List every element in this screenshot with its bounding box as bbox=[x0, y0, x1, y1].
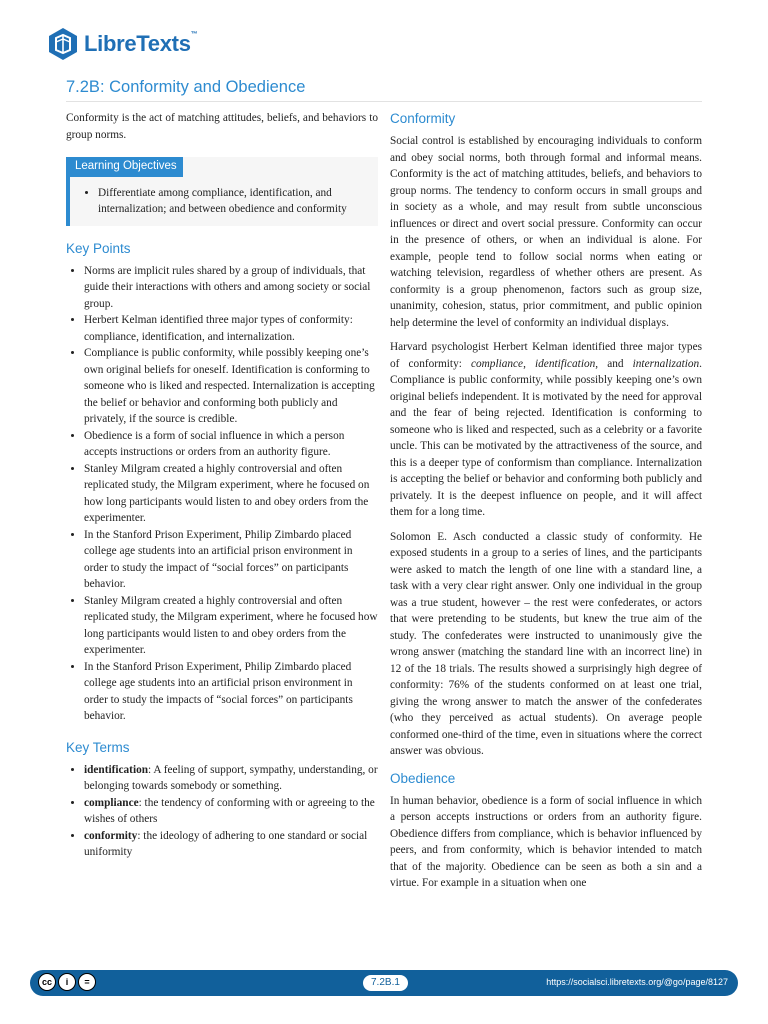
key-terms-heading: Key Terms bbox=[66, 739, 130, 755]
term: conformity bbox=[84, 829, 138, 842]
term: identification bbox=[84, 763, 149, 776]
brand-name: LibreTexts™ bbox=[84, 31, 198, 56]
list-item: • In the Stanford Prison Experiment, Philip Zimbardo placed college age students into an artificial prison environment in order to study the impact of “social forces” on participants behavior. bbox=[84, 527, 378, 593]
paragraph: Harvard psychologist Herbert Kelman identified three major types of conformity: compliance, identification, and internalization. Compliance is public conformity, while possibly keeping one’s own original beliefs independent. It is motivated by the need for approval and the fear of being rejected. Identification is conforming to someone who is liked and respected, such as a celebrity or a favorite uncle. This can be motivated by the attractiveness of the source, and this is a deeper type of conformism than compliance. Internalization is accepting the belief or behavior and conforming both publicly and privately. It is the deepest influence on people, and it will affect them for a long time. bbox=[390, 341, 702, 518]
page-url-link[interactable]: https://socialsci.libretexts.org/@go/page/8127 bbox=[546, 977, 728, 987]
list-item bbox=[84, 795, 378, 828]
list-item: • Stanley Milgram created a highly controversial and often replicated study, the Milgram experiment, where he focused on how long participants would listen to and obey orders from the experimenter. bbox=[84, 461, 378, 527]
learning-objectives-box bbox=[66, 157, 378, 226]
list-item bbox=[84, 828, 378, 861]
key-points-section bbox=[66, 240, 378, 725]
term: compliance bbox=[84, 796, 139, 809]
key-terms-section bbox=[66, 739, 378, 861]
attribution-icon: i bbox=[58, 973, 76, 991]
page-footer bbox=[30, 970, 738, 996]
list-item: • Compliance is public conformity, while possibly keeping one’s own original beliefs for oneself. Identification is conforming to someone who is liked and respected. Internalization is accepting the belief or behavior and conforming both publicly and privately, if the source is credible. bbox=[84, 345, 378, 428]
conformity-heading: Conformity bbox=[390, 111, 456, 126]
list-item: • Norms are implicit rules shared by a group of individuals, that guide their interactions with others and among society or social group. bbox=[84, 263, 378, 313]
right-column bbox=[390, 110, 702, 900]
title-divider bbox=[66, 101, 702, 102]
key-points-list bbox=[66, 263, 378, 725]
learning-objectives-label: Learning Objectives bbox=[70, 157, 183, 177]
cc-license-badge[interactable] bbox=[38, 973, 98, 993]
objectives-list bbox=[70, 185, 368, 218]
libretexts-logo-icon bbox=[46, 27, 80, 61]
list-item: • Obedience is a form of social influence in which a person accepts instructions or orders from an authority figure. bbox=[84, 428, 378, 461]
no-derivatives-icon: = bbox=[78, 973, 96, 991]
paragraph: Solomon E. Asch conducted a classic study of conformity. He exposed students in a group to a series of lines, and the participants were asked to match the length of one line with a standard line, a task with a very clear right answer. Only one individual in the group was a true student, however – the rest were confederates, or actors that were pretending to be students, but knew the true aim of the study. The confederates were instructed to unanimously give the wrong answer (matching the standard line with an incorrect line) in 12 of the 18 trials. The results showed a surprisingly high degree of conformity: 76% of the students conformed on at least one trial, giving the wrong answer to match the answer of the confederates (who they perceived as actual students). On average people conformed one-third of the time, even in situations where the correct answer was obvious. bbox=[390, 530, 702, 757]
term-definition: : the ideology of adhering to one standard or social uniformity bbox=[84, 829, 368, 858]
page-number: 7.2B.1 bbox=[363, 975, 408, 991]
paragraph: Social control is established by encouraging individuals to conform and obey social norms, both through formal and informal means. Conformity is the act of matching attitudes, beliefs, and behaviors to group norms. The tendency to conform occurs in small groups and in society as a whole, and may result from subtle unconscious influences or direct and overt social pressure. Conformity can occur in the presence of others, or when an individual is alone. For example, people tend to follow social norms when eating or watching television, regardless of whether others are present. As conformity is a group phenomenon, factors such as group size, unanimity, cohesion, status, prior commitment, and public opinion help determine the level of conformity an individual displays. bbox=[390, 135, 702, 329]
list-item: • Differentiate among compliance, identification, and internalization; and between obedience and conformity bbox=[98, 185, 368, 218]
creative-commons-icon: cc bbox=[38, 973, 56, 991]
left-column bbox=[66, 110, 378, 861]
key-points-heading: Key Points bbox=[66, 240, 131, 256]
key-terms-list bbox=[66, 762, 378, 861]
list-item: • In the Stanford Prison Experiment, Philip Zimbardo placed college age students into an artificial prison environment in order to study the impacts of “social forces” on participants behavior. bbox=[84, 659, 378, 725]
paragraph: In human behavior, obedience is a form of social influence in which a person accepts instructions or orders from an authority figure. Obedience differs from compliance, which is behavior influenced by peers, and from conformity, which is behavior intended to match that of the majority. Obedience can be seen as both a sin and a virtue. For example in a situation when one bbox=[390, 794, 702, 889]
obedience-heading: Obedience bbox=[390, 770, 456, 786]
intro-text: Conformity is the act of matching attitudes, beliefs, and behaviors to group norms. bbox=[66, 112, 378, 141]
list-item bbox=[84, 762, 378, 795]
list-item: • Stanley Milgram created a highly controversial and often replicated study, the Milgram experiment, where he focused how long participants would listen to and obey orders from the experimenter. bbox=[84, 593, 378, 659]
libretexts-logo[interactable] bbox=[46, 27, 197, 61]
page-title: 7.2B: Conformity and Obedience bbox=[66, 78, 306, 96]
term-definition: : the tendency of conforming with or agreeing to the wishes of others bbox=[84, 796, 375, 825]
list-item: • Herbert Kelman identified three major types of conformity: compliance, identification, and internalization. bbox=[84, 312, 378, 345]
term-definition: : A feeling of support, sympathy, understanding, or belonging towards somebody or something. bbox=[84, 763, 378, 792]
